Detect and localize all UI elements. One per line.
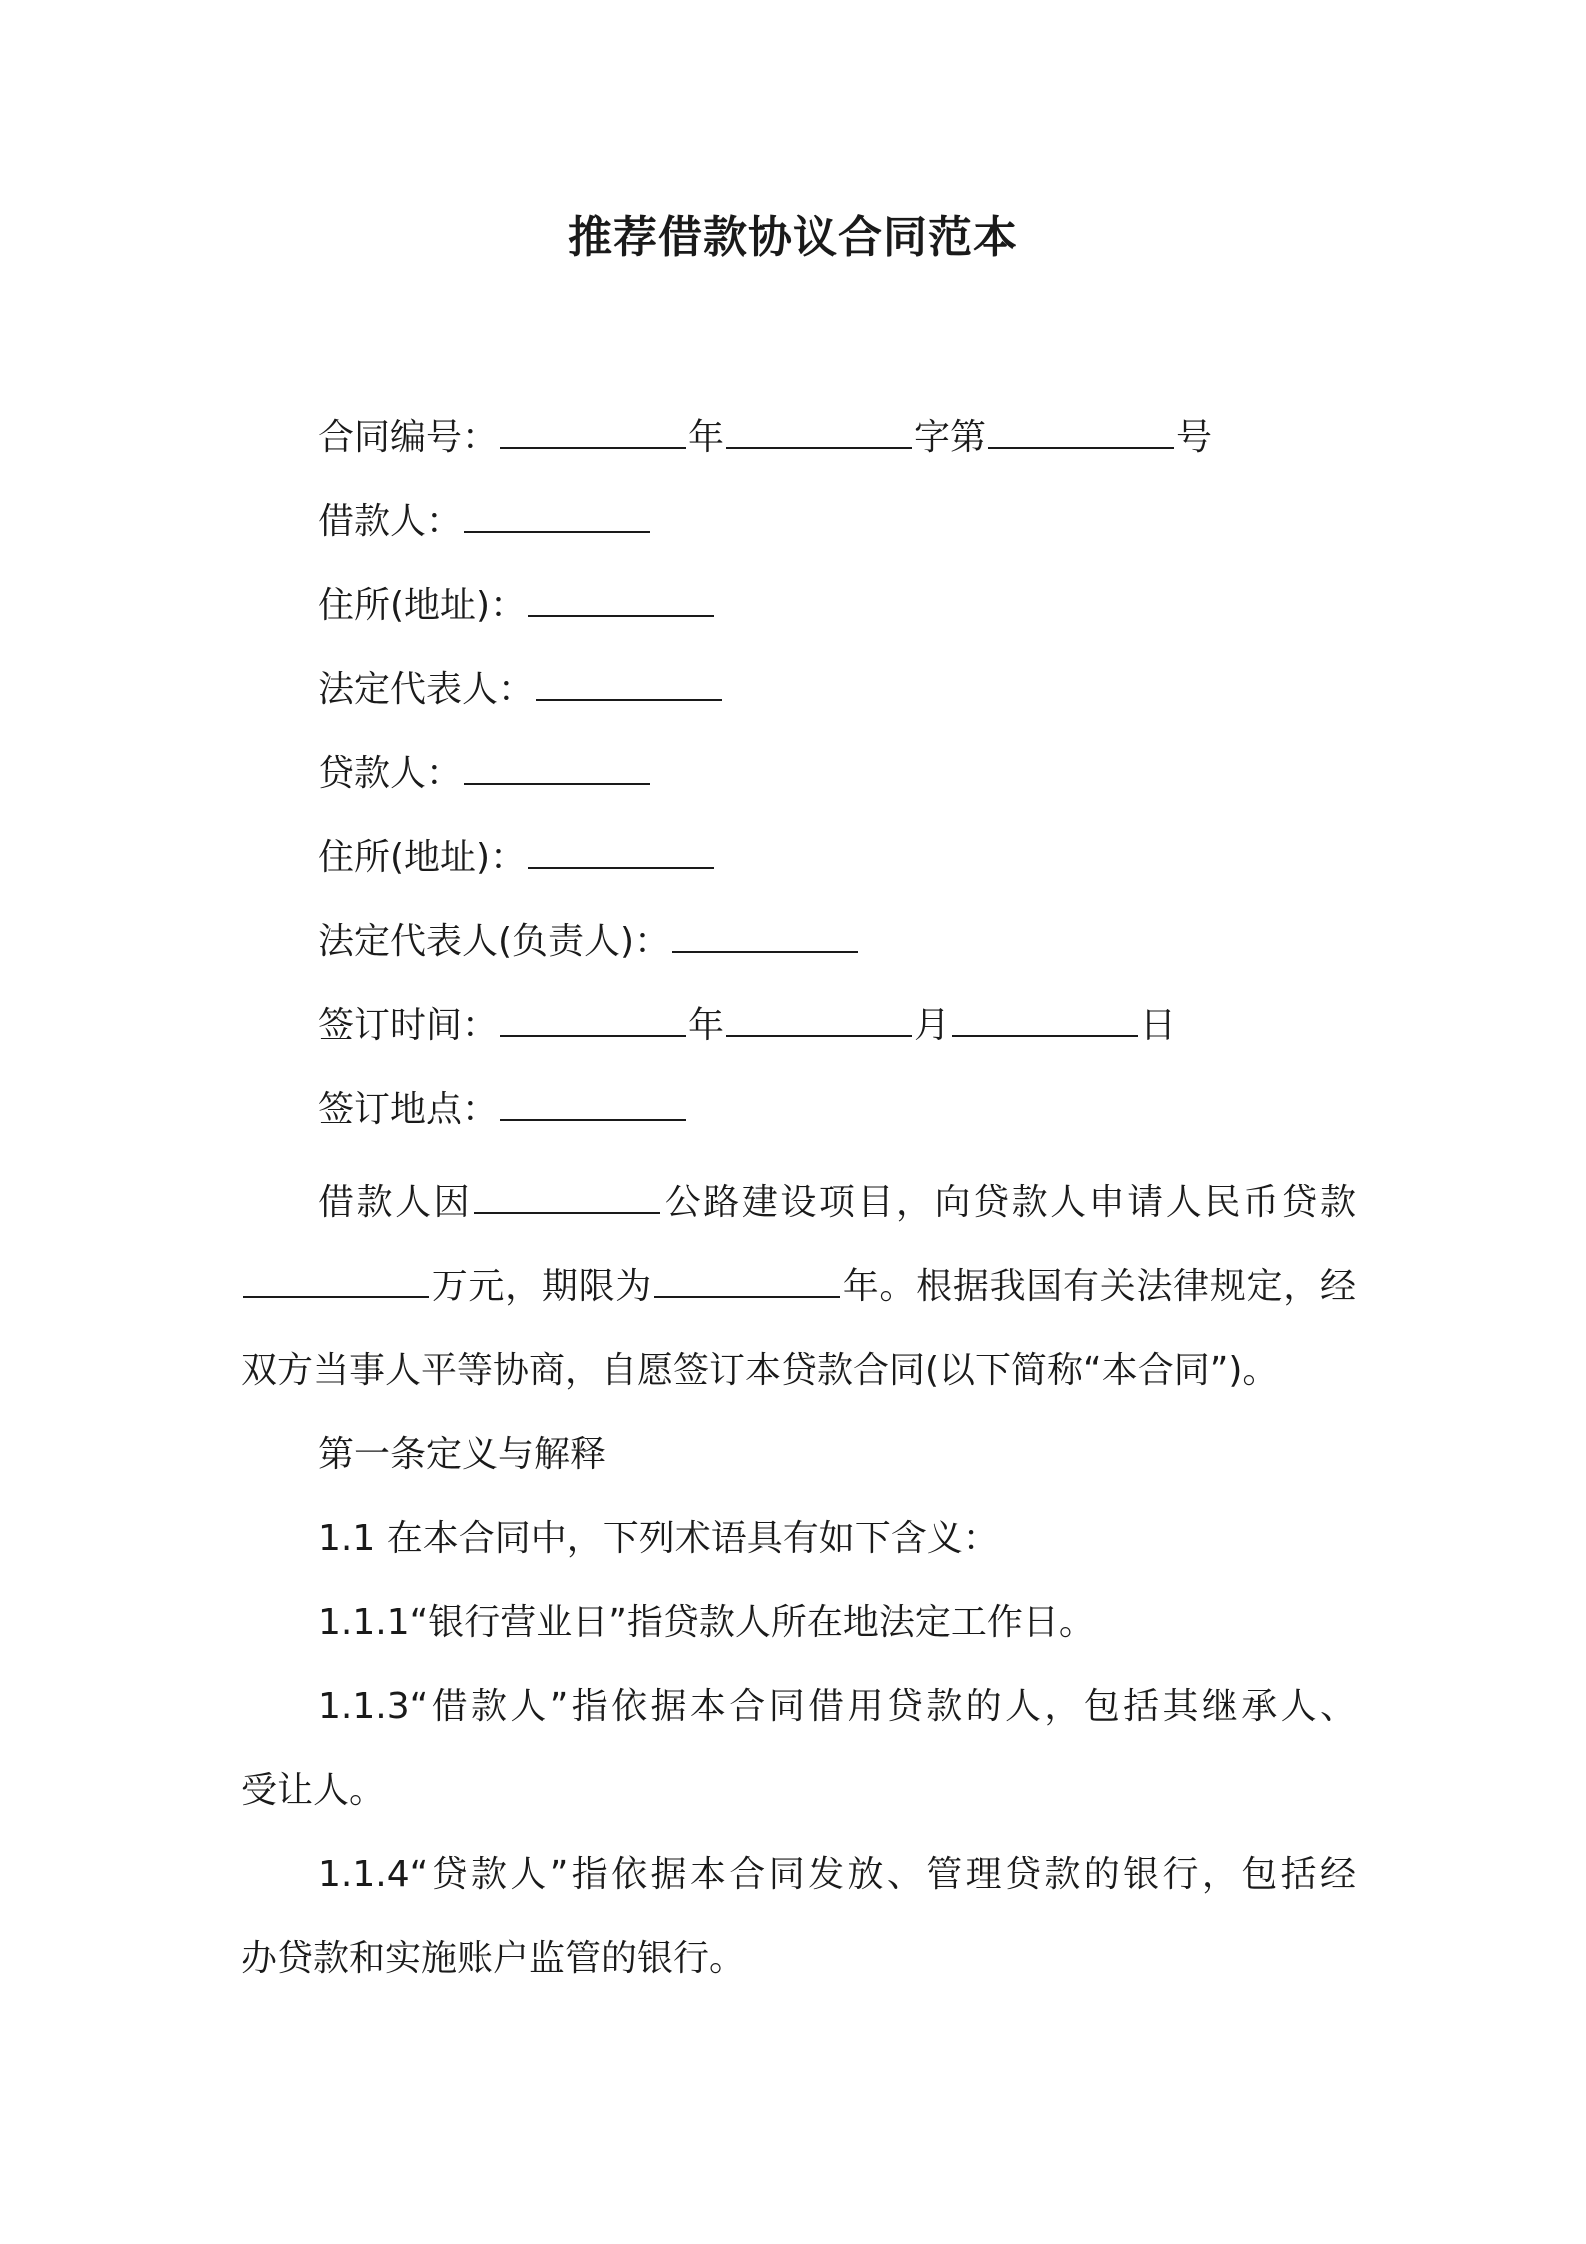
intro-text-2a: 万元，期限为 <box>431 1266 652 1307</box>
sign-date-month-text: 月 <box>914 1005 951 1046</box>
lender-blank <box>464 753 650 785</box>
article-1-heading: 第一条定义与解释 <box>318 1434 607 1475</box>
borrower-legal-rep-blank <box>536 669 722 701</box>
sign-date-day-blank <box>952 1005 1138 1037</box>
borrower-address-blank <box>528 585 714 617</box>
lender-label: 贷款人： <box>318 753 463 794</box>
borrower-address-line <box>318 581 716 631</box>
intro-line-3: 双方当事人平等协商，自愿签订本贷款合同(以下简称“本合同”)。 <box>241 1350 1279 1391</box>
intro-line-1 <box>241 1161 1356 1245</box>
borrower-address-label: 住所(地址)： <box>318 585 527 626</box>
lender-legal-rep-blank <box>672 921 858 953</box>
lender-address-blank <box>528 837 714 869</box>
contract-number-blank-1 <box>500 417 686 449</box>
intro-term-blank <box>654 1266 840 1298</box>
borrower-blank <box>464 501 650 533</box>
contract-number-char-text: 字第 <box>914 417 987 458</box>
contract-number-line <box>318 413 1212 463</box>
clause-1-1-3-line-2: 受让人。 <box>241 1770 386 1811</box>
lender-line <box>318 749 652 799</box>
sign-date-year-text: 年 <box>688 1005 725 1046</box>
borrower-legal-rep-line <box>318 665 724 715</box>
lender-address-line <box>318 833 716 883</box>
sign-place-line <box>318 1085 688 1135</box>
borrower-legal-rep-label: 法定代表人： <box>318 669 535 710</box>
intro-project-blank <box>474 1182 660 1214</box>
clause-1-1: 1.1 在本合同中，下列术语具有如下含义： <box>318 1518 999 1559</box>
intro-text-1a: 借款人因 <box>318 1182 473 1223</box>
clause-1-1-3-line-1: 1.1.3“借款人”指依据本合同借用贷款的人，包括其继承人、 <box>318 1686 1356 1727</box>
clause-1-1-4-line-1: 1.1.4“贷款人”指依据本合同发放、管理贷款的银行，包括经 <box>318 1854 1356 1895</box>
lender-legal-rep-label: 法定代表人(负责人)： <box>318 921 671 962</box>
article-1 <box>241 1413 1356 2001</box>
contract-number-blank-3 <box>988 417 1174 449</box>
sign-date-day-text: 日 <box>1140 1005 1177 1046</box>
clause-1-1-4-line-2: 办贷款和实施账户监管的银行。 <box>241 1938 746 1979</box>
contract-number-blank-2 <box>726 417 912 449</box>
document-title: 推荐借款协议合同范本 <box>568 212 1018 263</box>
borrower-label: 借款人： <box>318 501 463 542</box>
contract-number-no-text: 号 <box>1176 417 1213 458</box>
borrower-line <box>318 497 652 547</box>
sign-date-month-blank <box>726 1005 912 1037</box>
sign-place-label: 签订地点： <box>318 1089 499 1130</box>
sign-date-label: 签订时间： <box>318 1005 499 1046</box>
contract-number-label: 合同编号： <box>318 417 499 458</box>
lender-address-label: 住所(地址)： <box>318 837 527 878</box>
clause-1-1-1: 1.1.1“银行营业日”指贷款人所在地法定工作日。 <box>318 1602 1095 1643</box>
intro-text-2b: 年。根据我国有关法律规定，经 <box>842 1266 1356 1307</box>
intro-text-1b: 公路建设项目，向贷款人申请人民币贷款 <box>662 1182 1356 1223</box>
intro-paragraph <box>241 1161 1356 1413</box>
contract-number-year-text: 年 <box>688 417 725 458</box>
intro-amount-blank <box>243 1266 429 1298</box>
intro-line-2 <box>241 1245 1356 1329</box>
sign-place-blank <box>500 1089 686 1121</box>
sign-date-year-blank <box>500 1005 686 1037</box>
sign-date-line <box>318 1001 1176 1051</box>
lender-legal-rep-line <box>318 917 860 967</box>
